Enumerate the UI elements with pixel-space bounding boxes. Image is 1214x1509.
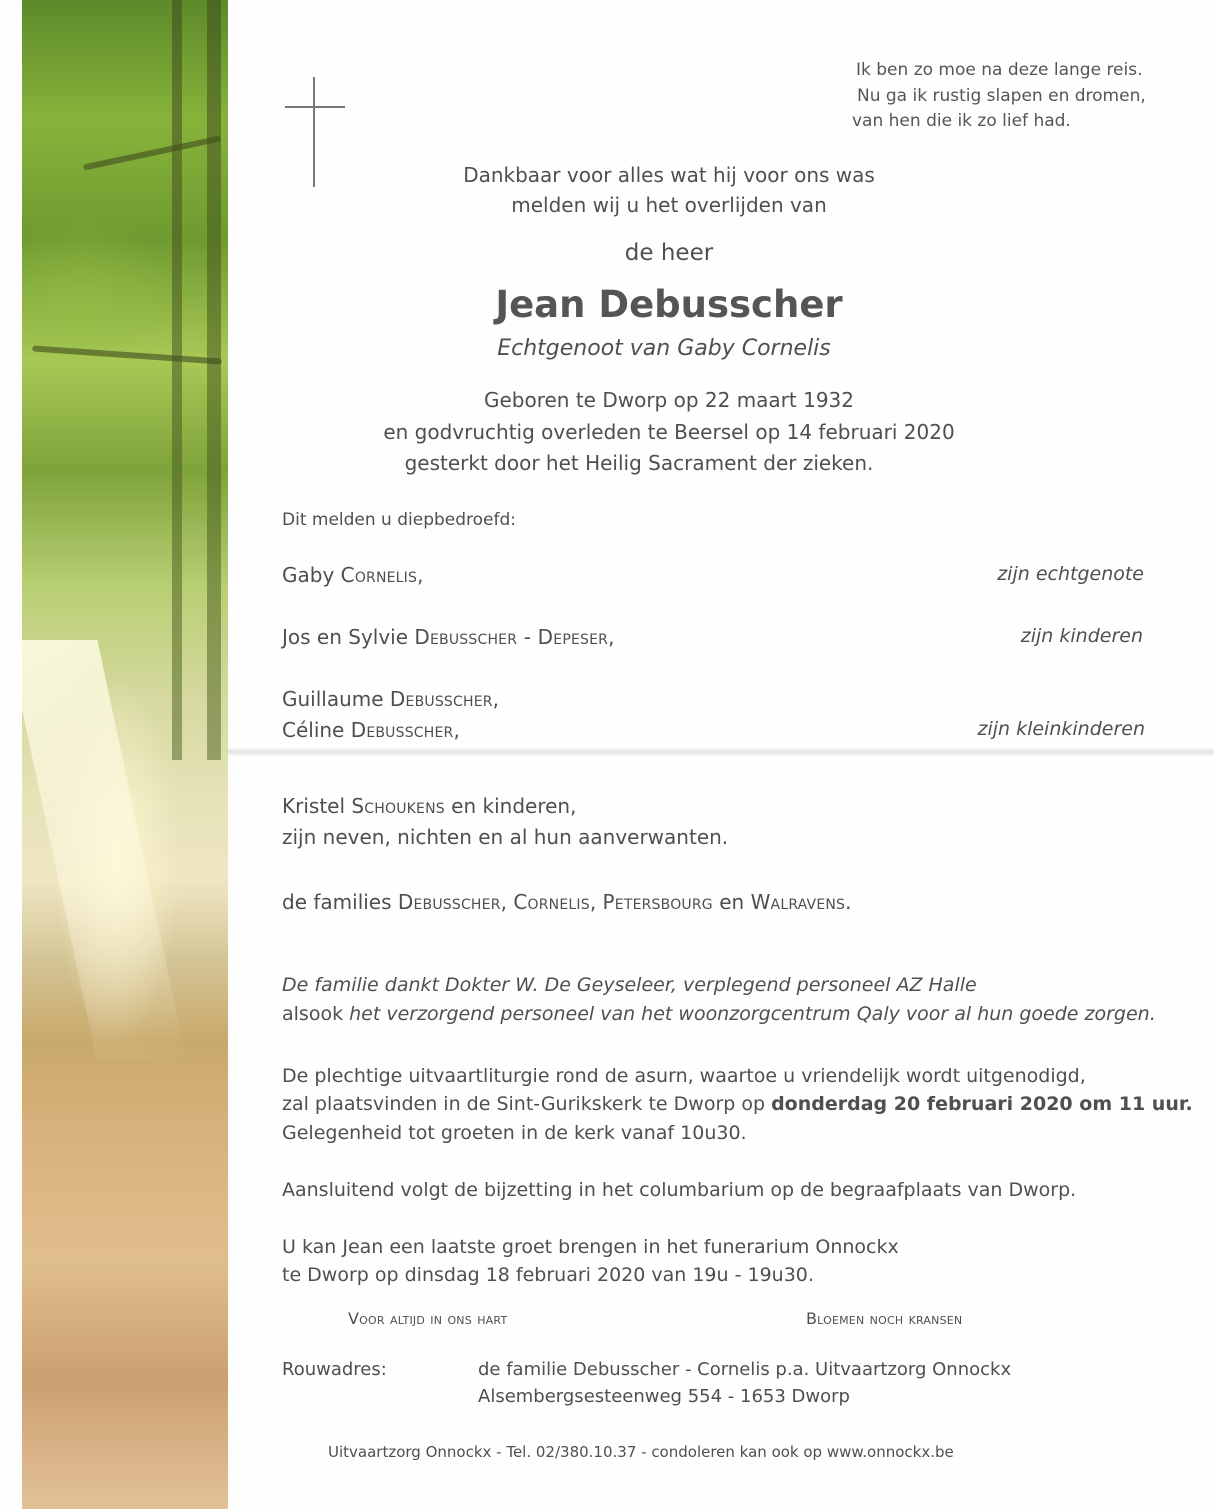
poem-line: Ik ben zo moe na deze lange reis. (856, 60, 1143, 80)
death-line: en godvruchtig overleden te Beersel op 14 februari 2020 (383, 420, 955, 444)
mourner-children: Jos en Sylvie Debusscher - Depeser, (282, 625, 615, 649)
families-line: de families Debusscher, Cornelis, Petersbourg en Walravens. (282, 890, 852, 914)
funeral-line: zal plaatsvinden in de Sint-Gurikskerk te Dworp op donderdag 20 februari 2020 om 11 uur. (282, 1093, 1193, 1115)
spouse-line: Echtgenoot van Gaby Cornelis (497, 336, 831, 361)
visit-line: te Dworp op dinsdag 18 februari 2020 van 19u - 19u30. (282, 1264, 814, 1286)
relation-grandchildren: zijn kleinkinderen (977, 718, 1145, 740)
funeral-line: Gelegenheid tot groeten in de kerk vanaf 10u30. (282, 1122, 747, 1144)
funeral-line: De plechtige uitvaartliturgie rond de asurn, waartoe u vriendelijk wordt uitgenodigd, (282, 1065, 1086, 1087)
visit-line: U kan Jean een laatste groet brengen in het funerarium Onnockx (282, 1236, 899, 1258)
title-prefix: de heer (624, 240, 714, 266)
cross-icon-bar (285, 106, 345, 108)
tree-branch (83, 136, 221, 171)
mourner-kristel: Kristel Schoukens en kinderen, (282, 794, 577, 818)
burial-line: Aansluitend volgt de bijzetting in het columbarium op de begraafplaats van Dworp. (282, 1179, 1077, 1201)
mourner-grandchild: Céline Debusscher, (282, 718, 460, 742)
motto-left: Voor altijd in ons hart (348, 1309, 508, 1328)
motto-right: Bloemen noch kransen (806, 1309, 963, 1328)
address-line: de familie Debusscher - Cornelis p.a. Uitvaartzorg Onnockx (478, 1359, 1012, 1380)
thanks-line: De familie dankt Dokter W. De Geyseleer, verplegend personeel AZ Halle (282, 974, 977, 996)
relation-spouse: zijn echtgenote (997, 563, 1144, 585)
sacrament-line: gesterkt door het Heilig Sacrament der zieken. (404, 451, 874, 475)
intro-line: Dankbaar voor alles wat hij voor ons was (463, 163, 875, 187)
tree-trunk (207, 0, 221, 760)
mourner-grandchild: Guillaume Debusscher, (282, 687, 500, 711)
mourner-relatives: zijn neven, nichten en al hun aanverwanten. (282, 825, 729, 849)
poem-line: van hen die ik zo lief had. (852, 111, 1071, 131)
funeral-home-contact: Uitvaartzorg Onnockx - Tel. 02/380.10.37 - condoleren kan ook op www.onnockx.be (328, 1443, 954, 1461)
address-label: Rouwadres: (282, 1359, 387, 1380)
mourner-spouse: Gaby Cornelis, (282, 563, 424, 587)
tree-branch (32, 345, 222, 364)
poem-line: Nu ga ik rustig slapen en dromen, (857, 86, 1146, 106)
address-line: Alsembergsesteenweg 554 - 1653 Dworp (478, 1386, 850, 1407)
cross-icon (313, 77, 315, 187)
tree-trunk (172, 0, 182, 760)
intro-line: melden wij u het overlijden van (511, 193, 827, 217)
sunlight-beam (22, 640, 187, 1060)
relation-children: zijn kinderen (1020, 625, 1143, 647)
thanks-line: alsook het verzorgend personeel van het woonzorgcentrum Qaly voor al hun goede zorgen. (282, 1003, 1156, 1025)
card-fold-line (228, 748, 1214, 756)
mourners-intro: Dit melden u diepbedroefd: (282, 510, 517, 530)
forest-photo-strip (22, 0, 228, 1509)
birth-line: Geboren te Dworp op 22 maart 1932 (483, 388, 855, 412)
deceased-name: Jean Debusscher (495, 283, 843, 326)
